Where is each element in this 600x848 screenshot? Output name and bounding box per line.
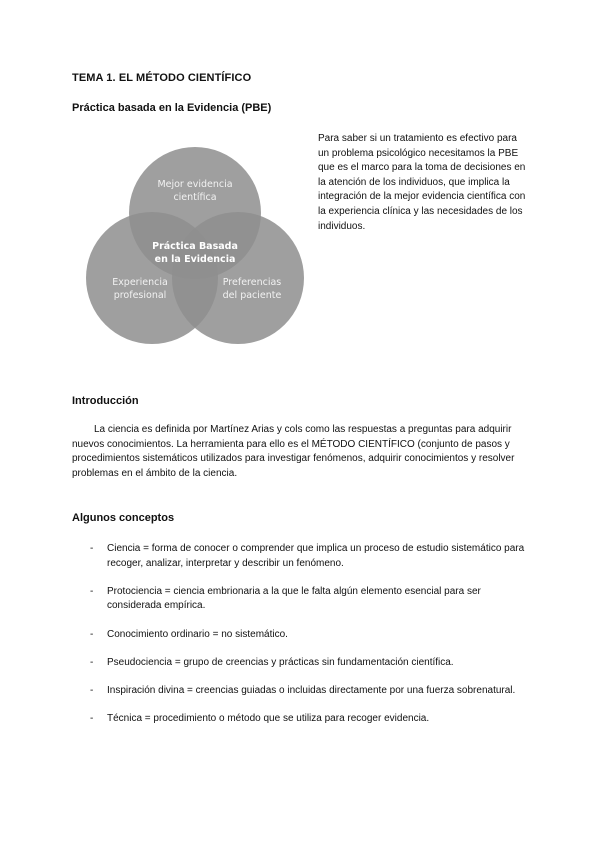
venn-diagram [82,145,308,345]
bullet-dash: - [90,713,94,725]
list-item-text: Pseudociencia = grupo de creencias y prácticas sin fundamentación científica. [107,656,454,668]
venn-top-line1: Mejor evidencia [157,179,233,190]
list-item [72,684,532,699]
introduction-heading: Introducción [72,395,139,407]
document-title: TEMA 1. EL MÉTODO CIENTÍFICO [72,72,252,84]
venn-right-line1: Preferencias [222,277,282,288]
list-item [72,712,532,727]
concepts-heading: Algunos conceptos [72,512,175,524]
venn-right-line2: del paciente [222,290,282,301]
bullet-dash: - [90,656,94,668]
list-item [72,585,532,614]
list-item [72,656,532,671]
list-item-text: Inspiración divina = creencias guiadas o incluidas directamente por una fuerza sobrenatural. [107,684,516,696]
pbe-description: Para saber si un tratamiento es efectivo para un problema psicológico necesitamos la PBE que es el marco para la toma de decisiones en la atención de los individuos, que implica la integración de la mejor evidencia científica con la experiencia clínica y las necesidades de los individuos. [318,133,526,232]
list-item-text: Conocimiento ordinario = no sistemático. [107,628,288,640]
list-item-text: Protociencia = ciencia embrionaria a la que le falta algún elemento esencial para ser considerada empírica. [107,585,481,612]
bullet-dash: - [90,628,94,640]
section-subtitle-pbe: Práctica basada en la Evidencia (PBE) [72,102,272,114]
list-item-text: Ciencia = forma de conocer o comprender que implica un proceso de estudio sistemático para recoger, analizar, interpretar y describir un fenómeno. [107,543,525,569]
list-item [72,628,532,643]
list-item-text: Técnica = procedimiento o método que se utiliza para recoger evidencia. [107,713,430,725]
bullet-dash: - [90,585,94,597]
venn-center-line1: Práctica Basada [152,241,238,252]
introduction-paragraph: La ciencia es definida por Martínez Arias y cols como las respuestas a preguntas para adquirir nuevos conocimientos. La herramienta para ello es el MÉTODO CIENTÍFICO (conjunto de pasos y procedimientos sistemáticos utilizados para investigar fenómenos, adquirir conocimientos y resolver problemas en el ámbito de la ciencia. [72,424,515,479]
concepts-list [72,542,532,740]
venn-center-line2: en la Evidencia [154,254,236,265]
bullet-dash: - [90,684,94,696]
venn-top-line2: científica [173,192,217,203]
list-item [72,542,532,571]
bullet-dash: - [90,543,94,554]
venn-left-line1: Experiencia [112,277,168,288]
venn-left-line2: profesional [113,290,167,301]
